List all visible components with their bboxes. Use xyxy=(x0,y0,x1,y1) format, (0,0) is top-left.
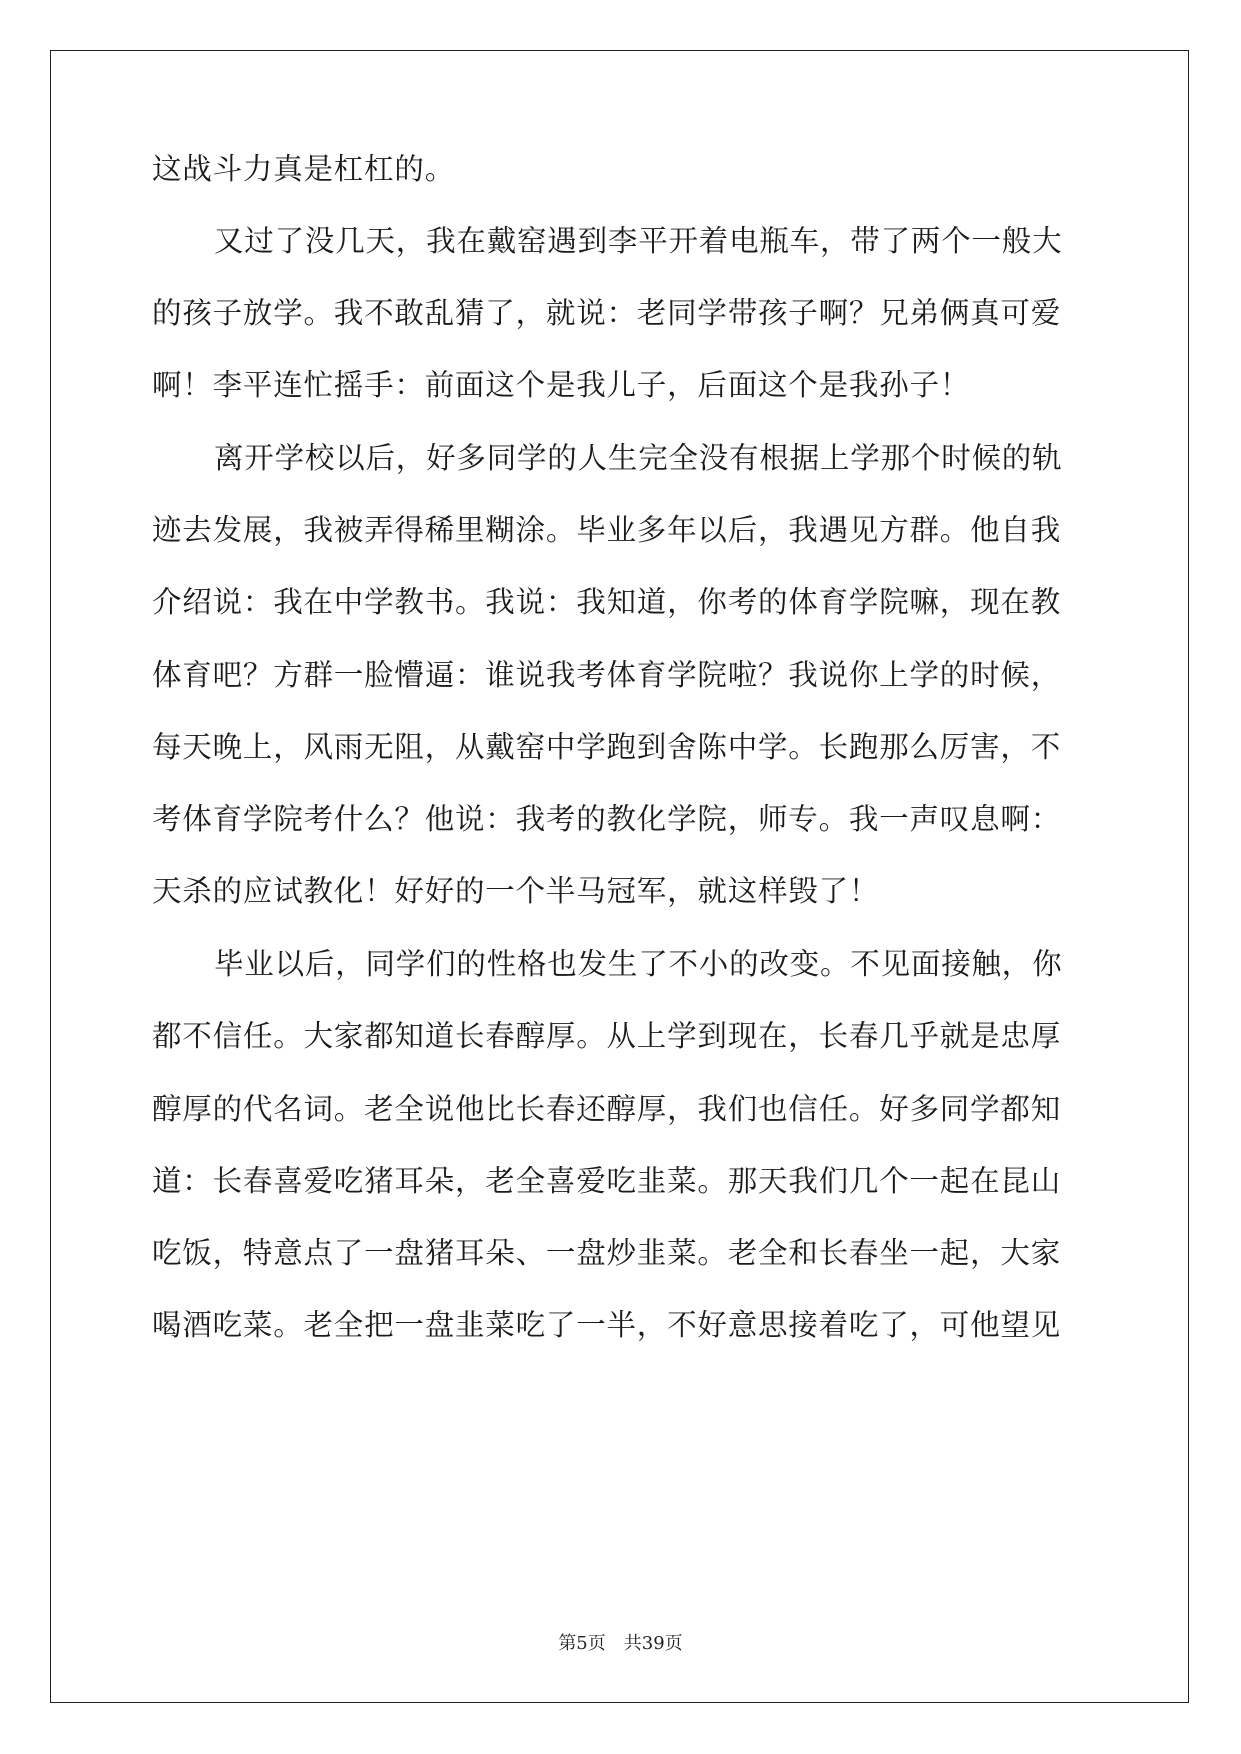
text-line: 吃饭，特意点了一盘猪耳朵、一盘炒韭菜。老全和长春坐一起，大家 xyxy=(152,1236,1062,1270)
text-line: 道：长春喜爱吃猪耳朵，老全喜爱吃韭菜。那天我们几个一起在昆山 xyxy=(152,1164,1062,1198)
page-number: 第5页 xyxy=(558,1633,606,1654)
page-total: 共39页 xyxy=(623,1633,683,1654)
text-line: 又过了没几天，我在戴窑遇到李平开着电瓶车，带了两个一般大 xyxy=(214,224,1063,258)
text-line: 毕业以后，同学们的性格也发生了不小的改变。不见面接触，你 xyxy=(214,947,1063,981)
page-footer xyxy=(0,1630,1241,1658)
text-line: 啊！李平连忙摇手：前面这个是我儿子，后面这个是我孙子！ xyxy=(152,368,971,402)
text-line: 介绍说：我在中学教书。我说：我知道，你考的体育学院嘛，现在教 xyxy=(152,585,1062,619)
text-line: 喝酒吃菜。老全把一盘韭菜吃了一半，不好意思接着吃了，可他望见 xyxy=(152,1308,1062,1342)
text-line: 都不信任。大家都知道长春醇厚。从上学到现在，长春几乎就是忠厚 xyxy=(152,1019,1062,1053)
text-line: 天杀的应试教化！好好的一个半马冠军，就这样毁了！ xyxy=(152,874,880,908)
text-line: 迹去发展，我被弄得稀里糊涂。毕业多年以后，我遇见方群。他自我 xyxy=(152,513,1062,547)
text-line: 醇厚的代名词。老全说他比长春还醇厚，我们也信任。好多同学都知 xyxy=(152,1092,1062,1126)
text-line: 的孩子放学。我不敢乱猜了，就说：老同学带孩子啊？兄弟俩真可爱 xyxy=(152,296,1062,330)
text-line: 离开学校以后，好多同学的人生完全没有根据上学那个时候的轨 xyxy=(214,441,1063,475)
text-line: 考体育学院考什么？他说：我考的教化学院，师专。我一声叹息啊： xyxy=(152,802,1062,836)
text-line: 体育吧？方群一脸懵逼：谁说我考体育学院啦？我说你上学的时候， xyxy=(152,658,1062,692)
text-line: 每天晚上，风雨无阻，从戴窑中学跑到舍陈中学。长跑那么厉害，不 xyxy=(152,730,1062,764)
text-line: 这战斗力真是杠杠的。 xyxy=(152,152,456,186)
